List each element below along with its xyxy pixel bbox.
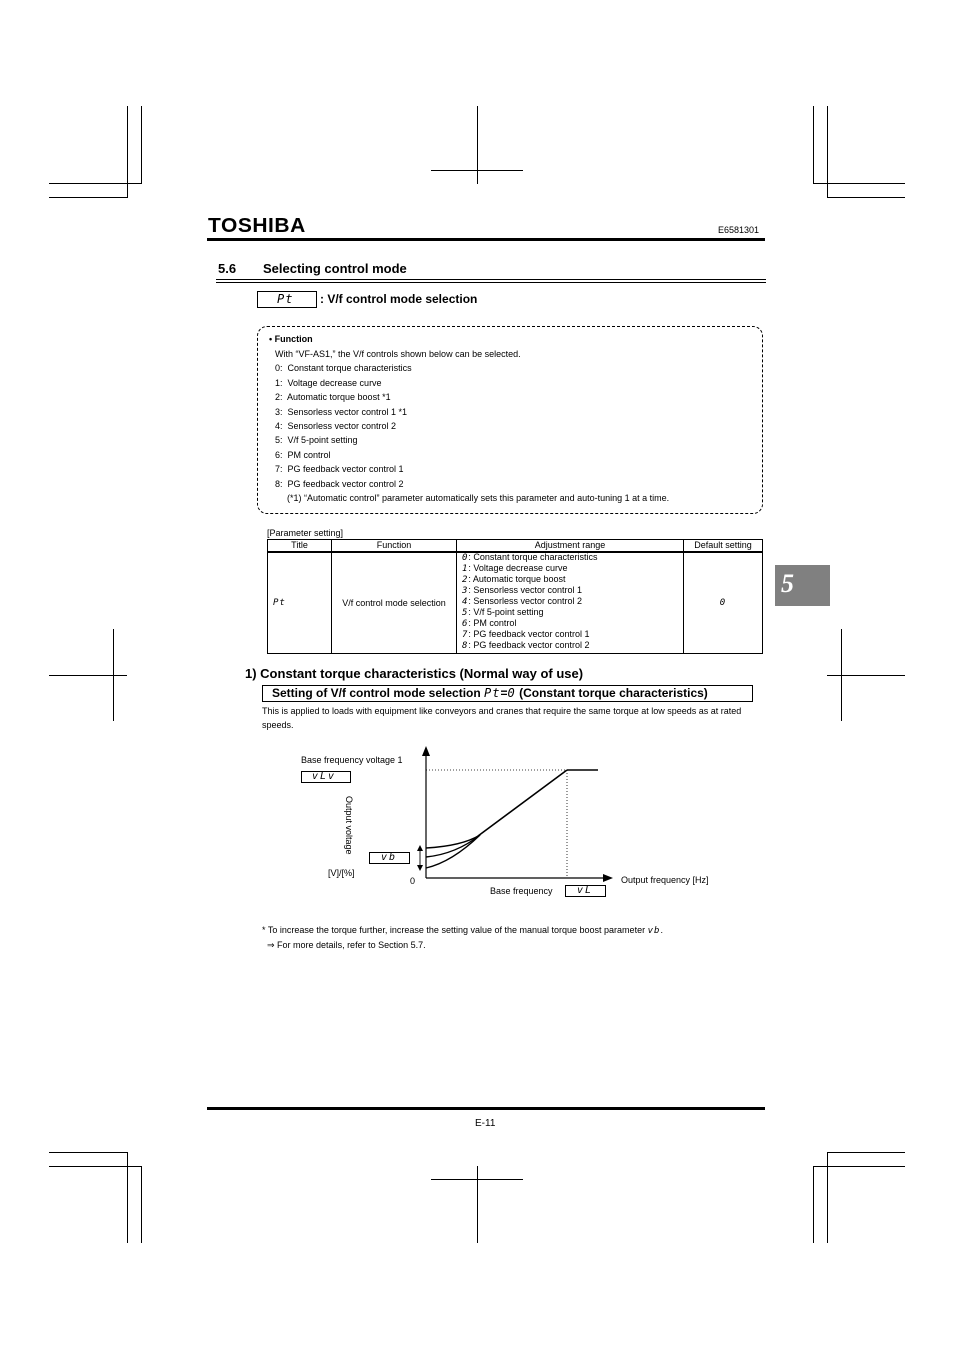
footnote-text: * To increase the torque further, increase the setting value of the manual torque boost parameter [262,925,646,935]
range-item-5: 5: V/f 5-point setting [462,607,544,618]
box-eq: = [500,686,508,700]
footnote-period: . [660,925,663,935]
cell-function: V/f control mode selection [332,552,457,653]
function-item-1: 1: Voltage decrease curve [275,378,382,388]
section-title: Selecting control mode [263,261,407,276]
boost-curve-low [426,835,480,868]
cell-title-code: Pt [273,598,286,609]
base-frequency-label: Base frequency [490,886,553,896]
function-item-7: 7: PG feedback vector control 1 [275,464,404,474]
boost-curve-mid [426,835,480,857]
doc-id: E6581301 [718,225,760,235]
col-default: Default setting [684,540,763,553]
origin-label: 0 [410,876,416,886]
function-note: (*1) “Automatic control” parameter automatically sets this parameter and auto-tuning 1 at a time. [287,493,670,503]
box-prefix: Setting of V/f control mode selection [272,686,481,700]
vlv-code-box [301,771,351,783]
y-unit-label: [V]/[%] [328,868,355,878]
function-title: • Function [269,334,313,344]
param-code: Pt [277,292,294,306]
vf-line [478,770,567,836]
function-item-2: 2: Automatic torque boost *1 [275,392,391,402]
col-title: Title [268,540,332,553]
col-adjustment: Adjustment range [457,540,684,553]
y-axis-arrow [422,746,430,756]
box-value: 0 [507,686,516,700]
param-heading-label: : V/f control mode selection [320,292,478,306]
col-function: Function [332,540,457,553]
range-item-0: 0: Constant torque characteristics [462,552,598,563]
box-code: Pt [484,686,501,700]
function-item-8: 8: PG feedback vector control 2 [275,479,404,489]
range-item-7: 7: PG feedback vector control 1 [462,629,590,640]
x-axis-arrow [603,874,613,882]
function-item-6: 6: PM control [275,450,331,460]
subsection-description: This is applied to loads with equipment like conveyors and cranes that require the same torque at low speeds as at rated speeds. [262,706,742,730]
toshiba-logo: TOSHIBA [208,215,306,237]
function-item-4: 4: Sensorless vector control 2 [275,421,397,431]
vl-code: vL [577,885,594,896]
footer-rule [207,1107,765,1110]
range-item-6: 6: PM control [462,618,517,629]
y-axis-label: Output voltage [344,796,354,855]
section-number: 5.6 [218,261,237,276]
footnote [262,925,663,936]
chapter-number: 5 [781,569,794,598]
table-caption: [Parameter setting] [267,528,344,538]
footnote-code: vb [647,926,661,936]
vb-code-box [369,852,410,864]
page-number: E-11 [475,1118,496,1129]
range-item-1: 1: Voltage decrease curve [462,563,568,574]
function-item-3: 3: Sensorless vector control 1 *1 [275,407,408,417]
base-voltage-label: Base frequency voltage 1 [301,755,403,765]
footnote-reference: ⇒ For more details, refer to Section 5.7. [267,940,426,950]
x-axis-label: Output frequency [Hz] [621,875,709,885]
range-item-3: 3: Sensorless vector control 1 [462,585,582,596]
box-suffix: (Constant torque characteristics) [519,686,708,700]
range-item-2: 2: Automatic torque boost [462,574,566,585]
range-item-8: 8: PG feedback vector control 2 [462,640,590,651]
vlv-code: vLv [312,771,337,782]
range-item-4: 4: Sensorless vector control 2 [462,596,582,607]
subsection-title: 1) Constant torque characteristics (Normal way of use) [245,666,584,681]
vl-code-box [565,885,606,897]
function-item-0: 0: Constant torque characteristics [275,363,412,373]
cell-default-code: 0 [719,598,727,609]
function-item-5: 5: V/f 5-point setting [275,435,358,445]
function-intro: With “VF-AS1,” the V/f controls shown below can be selected. [275,349,521,359]
vb-code: vb [381,852,398,863]
